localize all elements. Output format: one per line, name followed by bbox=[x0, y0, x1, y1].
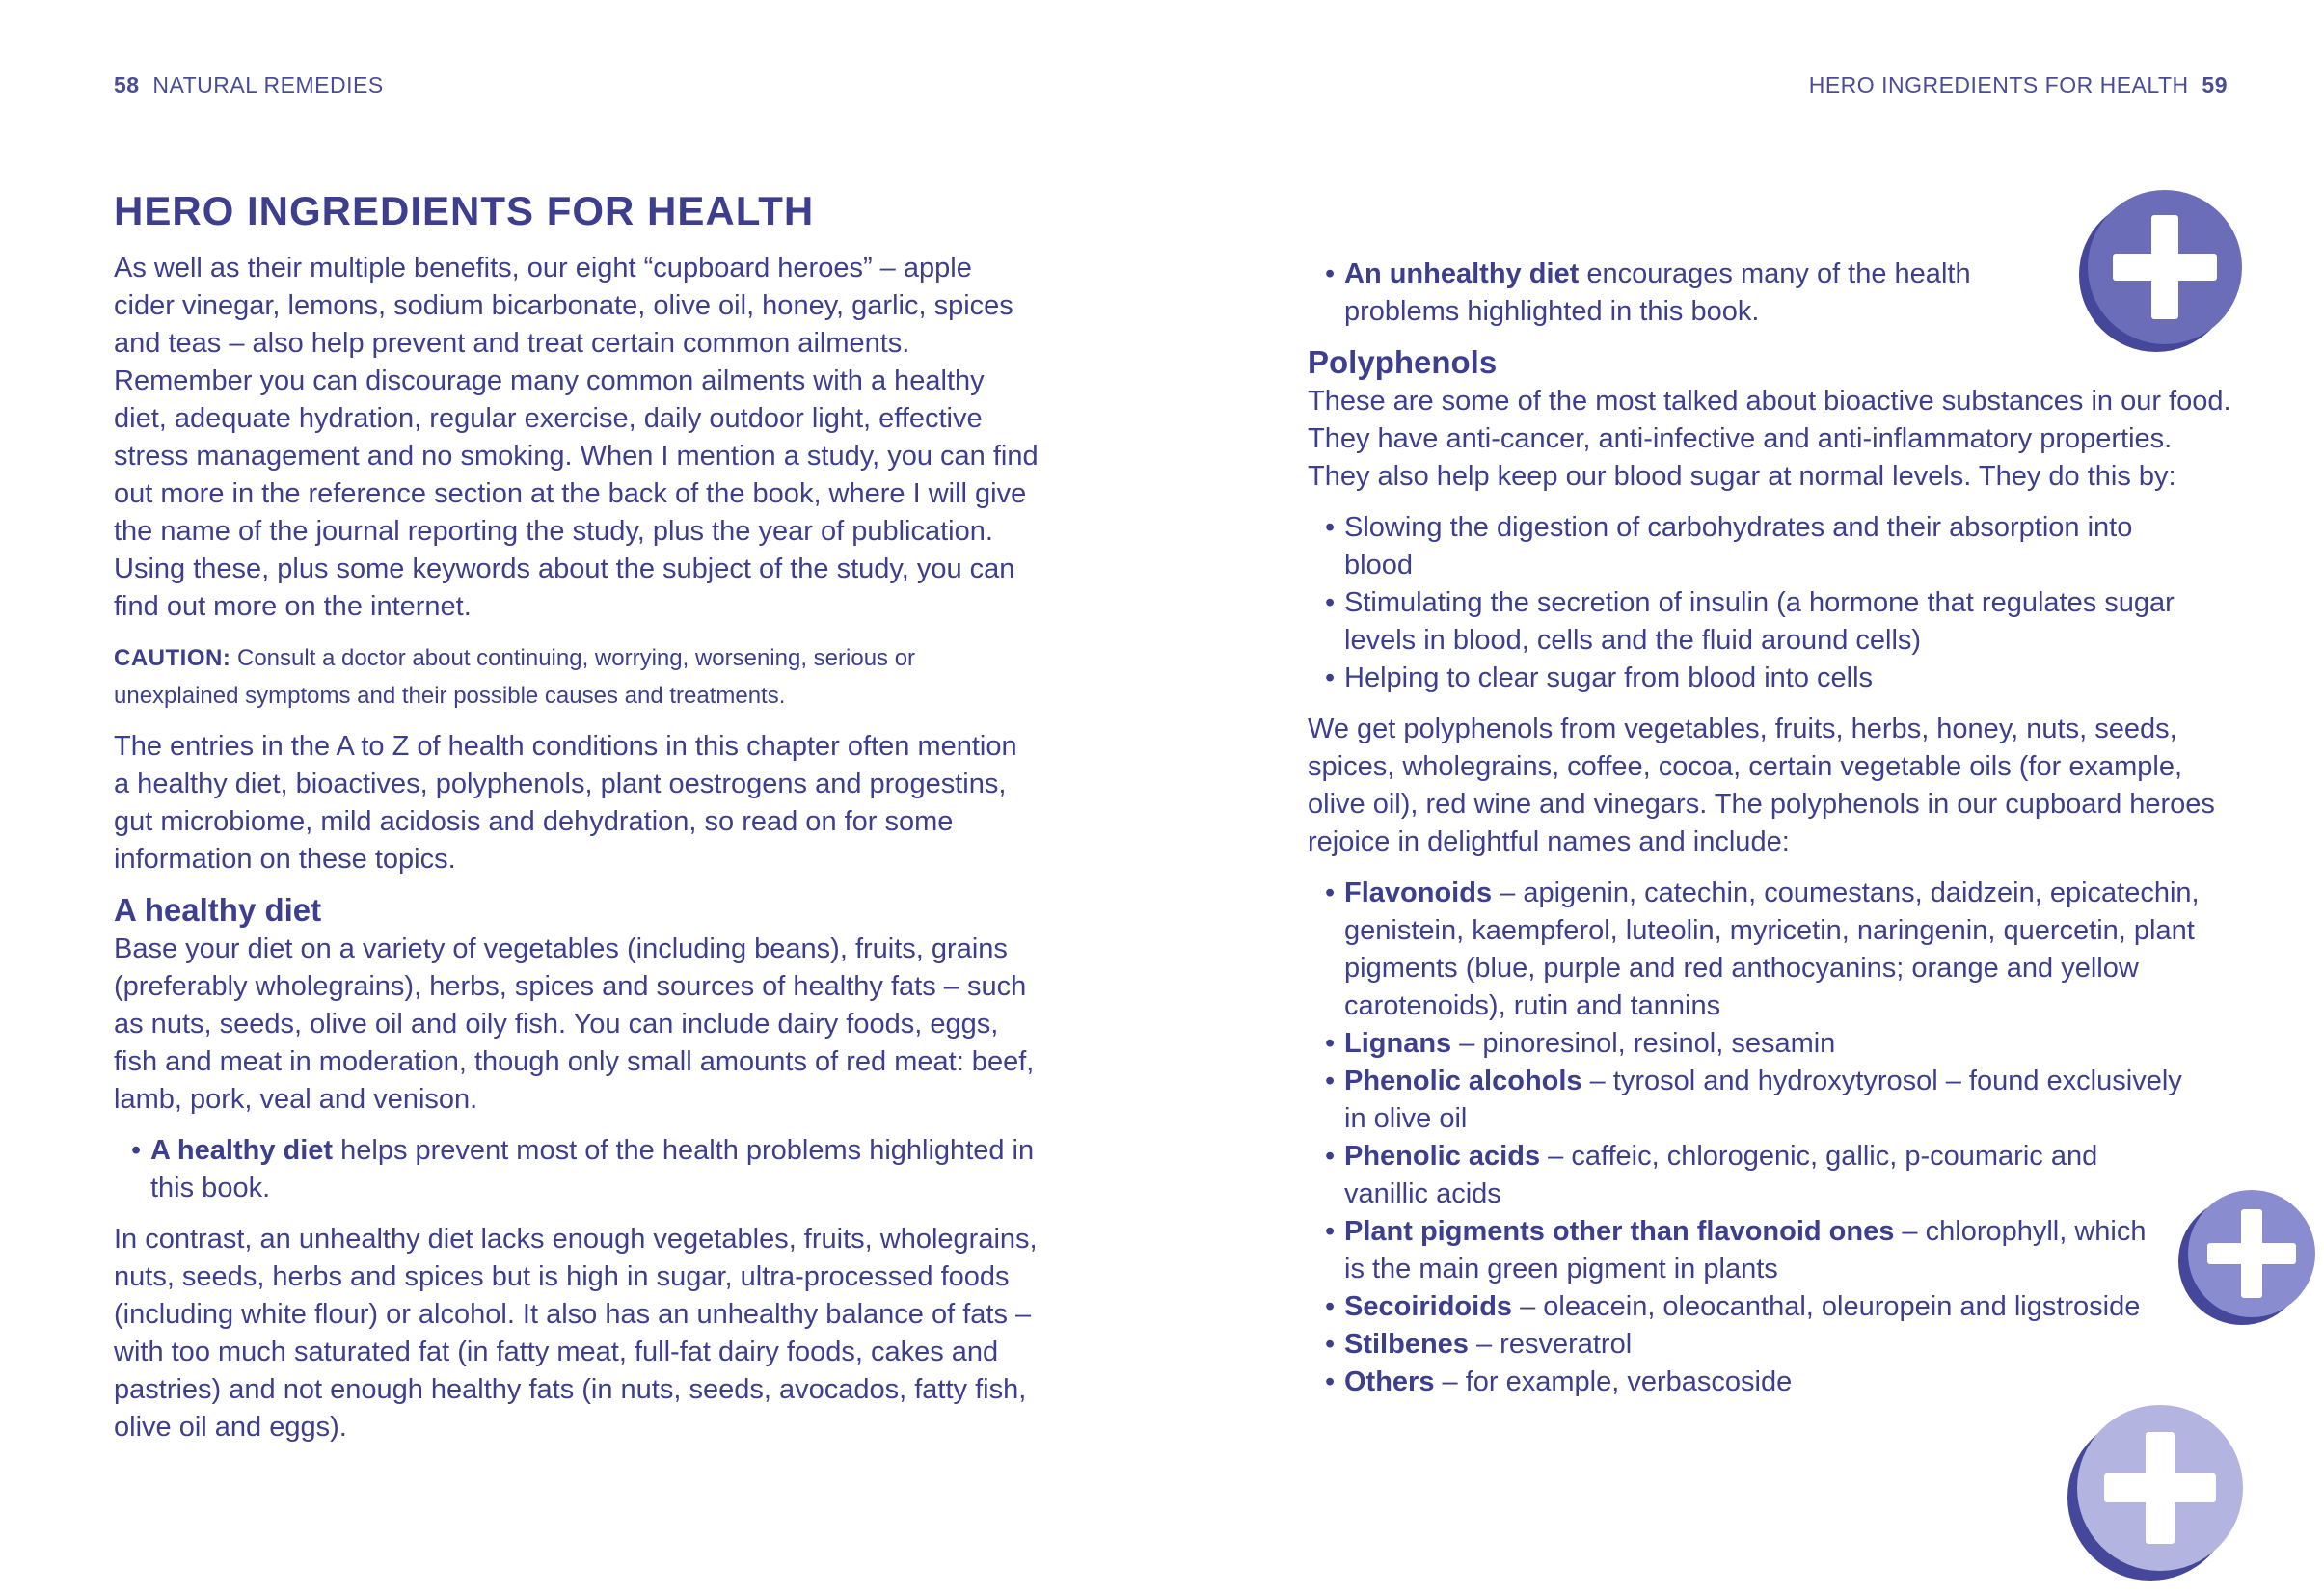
page-number-right: 59 bbox=[2202, 72, 2228, 97]
bullet-text: helps prevent most of the health problems highlighted in this book. bbox=[150, 1135, 1035, 1203]
running-title-right: HERO INGREDIENTS FOR HEALTH bbox=[1808, 72, 2189, 97]
sources-paragraph: We get polyphenols from vegetables, fruits, herbs, honey, nuts, seeds, spices, wholegrains, coffee, cocoa, certain vegetable oils (for example, olive oil), red wine and vinegars. The polyphenols in our cupboard heroes rejoice in delightful names and include: bbox=[1308, 714, 2215, 857]
type-detail: – caffeic, chlorogenic, gallic, p-coumaric and vanillic acids bbox=[1344, 1141, 2098, 1209]
mechanism-list bbox=[1308, 509, 2175, 697]
list-item bbox=[114, 1132, 1040, 1207]
type-name: Plant pigments other than flavonoid ones bbox=[1344, 1216, 1895, 1247]
list-item bbox=[1308, 1138, 2154, 1213]
list-item bbox=[1308, 875, 2214, 1025]
caution-text: Consult a doctor about continuing, worrying, worsening, serious or unexplained symptoms and their possible causes and treatments. bbox=[114, 645, 916, 709]
healthy-diet-paragraph: Base your diet on a variety of vegetables (including beans), fruits, grains (preferably wholegrains), herbs, spices and sources of healthy fats – such as nuts, seeds, olive oil and oily fish. You can include dairy foods, eggs, fish and meat in moderation, though only small amounts of red meat: beef, lamb, pork, veal and venison. bbox=[114, 933, 1035, 1115]
type-detail: – pinoresinol, resinol, sesamin bbox=[1451, 1028, 1836, 1059]
caution-note bbox=[114, 639, 1040, 715]
polyphenols-heading: Polyphenols bbox=[1308, 344, 1498, 380]
healthy-diet-bullets bbox=[114, 1132, 1040, 1207]
type-detail: – chlorophyll, which is the main green pigment in plants bbox=[1344, 1216, 2147, 1284]
page-number-left: 58 bbox=[114, 72, 140, 97]
type-detail: – resveratrol bbox=[1468, 1329, 1633, 1360]
contrast-paragraph: In contrast, an unhealthy diet lacks enough vegetables, fruits, wholegrains, nuts, seeds, herbs and spices but is high in sugar, ultra-processed foods (including white flour) or alcohol. It also has an unhealthy balance of fats – with too much saturated fat (in fatty meat, full-fat dairy foods, cakes and pastries) and not enough healthy fats (in nuts, seeds, avocados, fatty fish, olive oil and eggs). bbox=[114, 1224, 1038, 1443]
list-item bbox=[1308, 1213, 2154, 1288]
type-detail: – oleacein, oleocanthal, oleuropein and ligstroside bbox=[1512, 1291, 2141, 1322]
plus-icon bbox=[2073, 178, 2256, 362]
type-name: Secoiridoids bbox=[1344, 1291, 1513, 1322]
polyphenols-paragraph: These are some of the most talked about bioactive substances in our food. They have anti-cancer, anti-infective and anti-inflammatory properties. They also help keep our blood sugar at normal levels. They do this by: bbox=[1308, 386, 2231, 492]
type-name: Phenolic alcohols bbox=[1344, 1066, 1582, 1096]
left-page-column bbox=[114, 188, 1040, 1460]
list-item bbox=[1308, 1326, 2214, 1364]
right-page-column bbox=[1308, 188, 2233, 1415]
polyphenol-types-list bbox=[1308, 875, 2214, 1401]
type-name: Stilbenes bbox=[1344, 1329, 1469, 1360]
type-detail: – apigenin, catechin, coumestans, daidzein, epicatechin, genistein, kaempferol, luteolin, myricetin, naringenin, quercetin, plant pigments (blue, purple and red anthocyanins; orange and yellow carotenoids), rutin and tannins bbox=[1344, 878, 2200, 1021]
type-name: Phenolic acids bbox=[1344, 1141, 1541, 1172]
healthy-diet-heading: A healthy diet bbox=[114, 892, 322, 928]
type-name: Lignans bbox=[1344, 1028, 1452, 1059]
running-title-left: NATURAL REMEDIES bbox=[152, 72, 384, 97]
plus-icon bbox=[2064, 1393, 2256, 1586]
list-item bbox=[1308, 256, 2021, 331]
caution-label: CAUTION: bbox=[114, 645, 231, 671]
running-head-left bbox=[114, 72, 384, 98]
list-item bbox=[1308, 1025, 2214, 1063]
type-detail: – tyrosol and hydroxytyrosol – found exclusively in olive oil bbox=[1344, 1066, 2182, 1134]
list-item: • Stimulating the secretion of insulin (a hormone that regulates sugar levels in blood, cells and the fluid around cells) bbox=[1308, 584, 2175, 660]
entries-paragraph: The entries in the A to Z of health conditions in this chapter often mention a healthy diet, bioactives, polyphenols, plant oestrogens and progestins, gut microbiome, mild acidosis and dehydration, so read on for some information on these topics. bbox=[114, 731, 1017, 875]
bullet-text: encourages many of the health problems highlighted in this book. bbox=[1344, 258, 1971, 327]
type-name: Others bbox=[1344, 1366, 1435, 1397]
unhealthy-diet-bullets bbox=[1308, 256, 2021, 331]
bullet-bold: An unhealthy diet bbox=[1344, 258, 1580, 289]
list-item: • Helping to clear sugar from blood into cells bbox=[1308, 660, 2175, 697]
bullet-bold: A healthy diet bbox=[150, 1135, 334, 1166]
intro-paragraph: As well as their multiple benefits, our eight “cupboard heroes” – apple cider vinegar, lemons, sodium bicarbonate, olive oil, honey, garlic, spices and teas – also help prevent and treat certain common ailments. Remember you can discourage many common ailments with a healthy diet, adequate hydration, regular exercise, daily outdoor light, effective stress management and no smoking. When I mention a study, you can find out more in the reference section at the back of the book, where I will give the name of the journal reporting the study, plus the year of publication. Using these, plus some keywords about the subject of the study, you can find out more on the internet. bbox=[114, 253, 1039, 622]
list-item: • Slowing the digestion of carbohydrates and their absorption into blood bbox=[1308, 509, 2175, 584]
type-name: Flavonoids bbox=[1344, 878, 1493, 908]
type-detail: – for example, verbascoside bbox=[1434, 1366, 1793, 1397]
plus-icon bbox=[2175, 1186, 2324, 1331]
list-item bbox=[1308, 1288, 2214, 1326]
running-head-right bbox=[1809, 72, 2228, 98]
list-item bbox=[1308, 1063, 2193, 1138]
page-heading: HERO INGREDIENTS FOR HEALTH bbox=[114, 188, 815, 233]
